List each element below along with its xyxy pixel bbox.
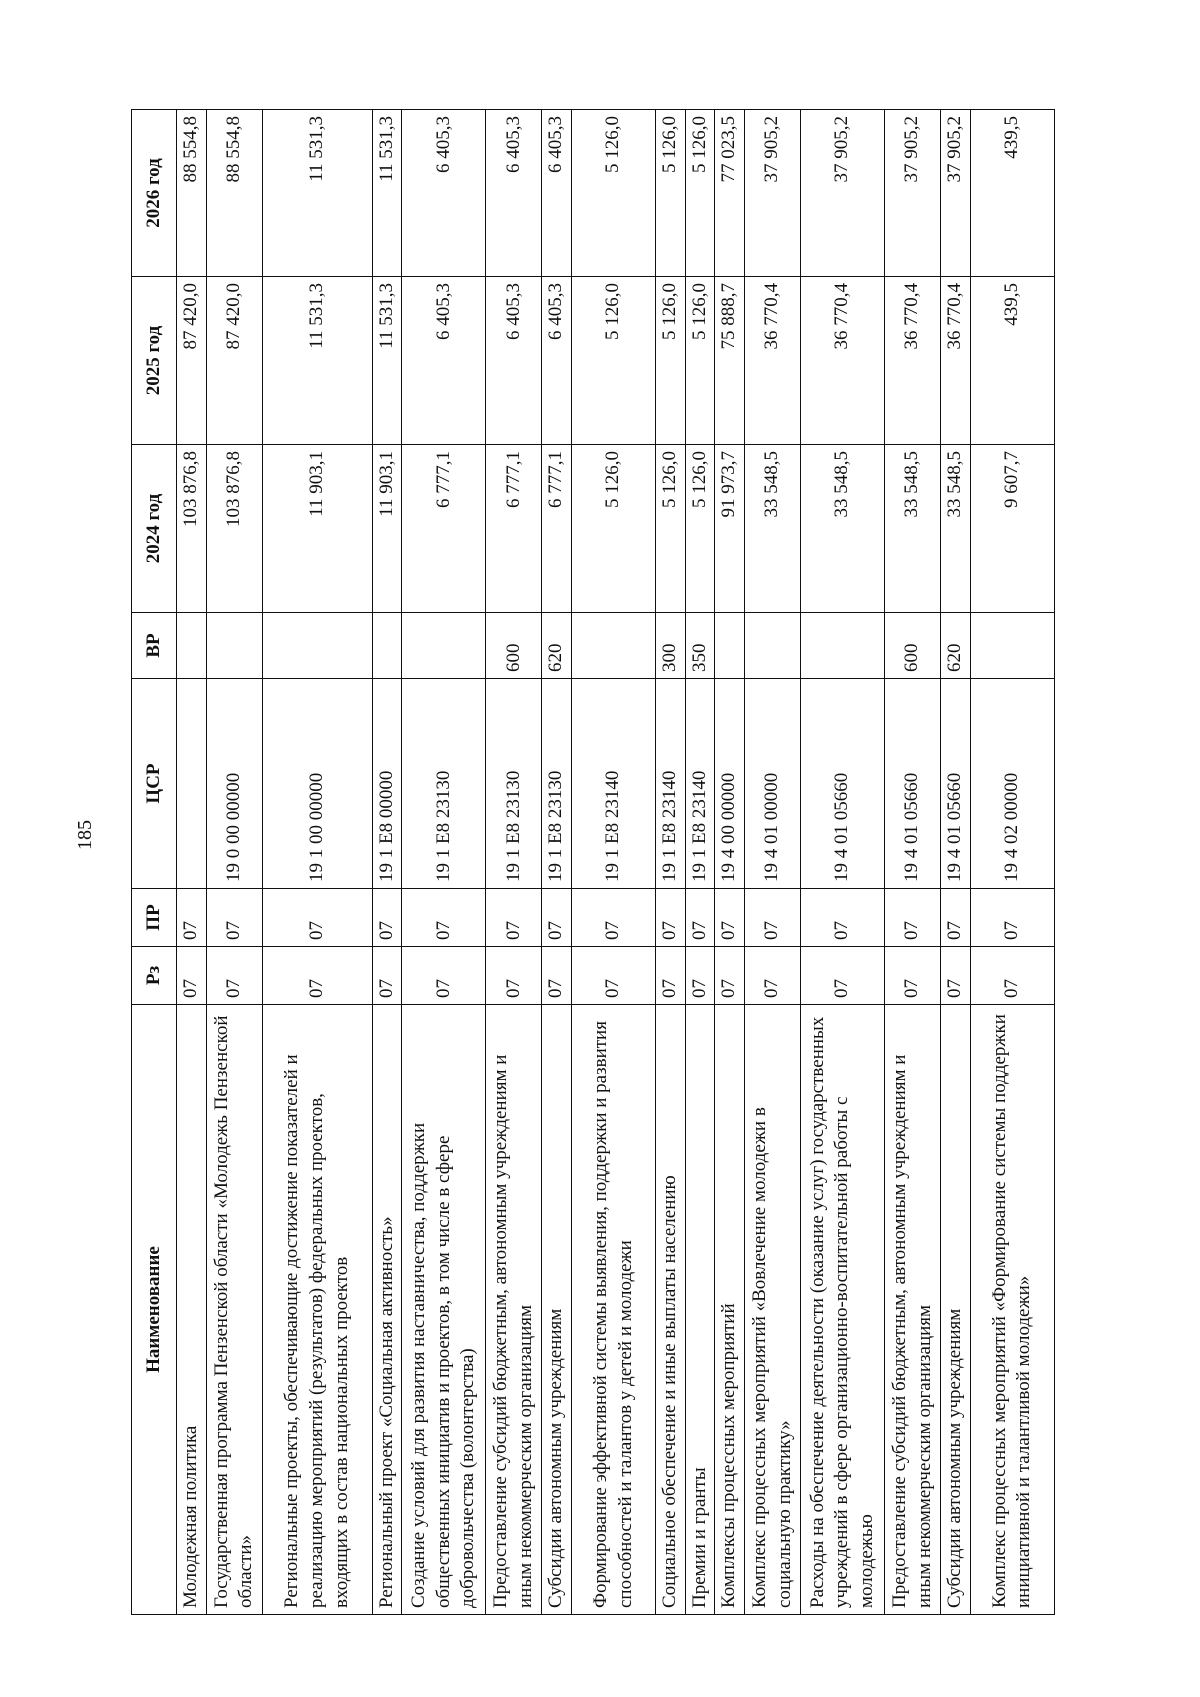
cell-rz: 07 xyxy=(885,947,941,1005)
cell-rz: 07 xyxy=(177,947,207,1005)
table-row xyxy=(542,110,572,1615)
table-row xyxy=(372,110,402,1615)
table-row xyxy=(402,110,486,1615)
cell-vr: 620 xyxy=(542,613,572,679)
cell-name: Региональный проект «Социальная активность» xyxy=(372,1005,402,1615)
table-row xyxy=(486,110,542,1615)
cell-csr: 19 1 Е8 23140 xyxy=(656,679,686,889)
cell-csr: 19 1 Е8 23140 xyxy=(572,679,656,889)
cell-rz: 07 xyxy=(542,947,572,1005)
cell-name: Комплекс процессных мероприятий «Вовлечение молодежи в социальную практику» xyxy=(745,1005,801,1615)
cell-pr: 07 xyxy=(402,889,486,947)
cell-2026: 5 126,0 xyxy=(685,110,715,277)
cell-2025: 87 420,0 xyxy=(206,277,262,445)
cell-csr: 19 1 Е8 23130 xyxy=(402,679,486,889)
cell-2025: 11 531,3 xyxy=(262,277,372,445)
table-row xyxy=(685,110,715,1615)
cell-2025: 87 420,0 xyxy=(177,277,207,445)
cell-pr: 07 xyxy=(941,889,971,947)
cell-2024: 5 126,0 xyxy=(656,445,686,613)
cell-2024: 33 548,5 xyxy=(745,445,801,613)
cell-2026: 439,5 xyxy=(970,110,1054,277)
cell-csr: 19 0 00 00000 xyxy=(206,679,262,889)
cell-name: Создание условий для развития наставничества, поддержки общественных инициатив и проектов, в том числе в сфере добровольчества (волонтерства) xyxy=(402,1005,486,1615)
cell-2025: 36 770,4 xyxy=(941,277,971,445)
cell-pr: 07 xyxy=(542,889,572,947)
page-number: 185 xyxy=(74,820,96,850)
cell-2025: 36 770,4 xyxy=(745,277,801,445)
cell-2025: 5 126,0 xyxy=(656,277,686,445)
cell-vr xyxy=(402,613,486,679)
cell-pr: 07 xyxy=(486,889,542,947)
cell-2026: 37 905,2 xyxy=(885,110,941,277)
header-2024: 2024 год xyxy=(132,445,177,613)
cell-name: Предоставление субсидий бюджетным, автономным учреждениям и иным некоммерческим организациям xyxy=(486,1005,542,1615)
cell-2025: 5 126,0 xyxy=(572,277,656,445)
table-row xyxy=(970,110,1054,1615)
cell-vr xyxy=(970,613,1054,679)
cell-2026: 37 905,2 xyxy=(941,110,971,277)
budget-table xyxy=(131,109,1055,1615)
cell-vr xyxy=(206,613,262,679)
header-pr: ПР xyxy=(132,889,177,947)
cell-2024: 11 903,1 xyxy=(262,445,372,613)
cell-pr: 07 xyxy=(656,889,686,947)
header-name: Наименование xyxy=(132,1005,177,1615)
cell-rz: 07 xyxy=(372,947,402,1005)
cell-name: Комплекс процессных мероприятий «Формирование системы поддержки инициативной и талантливой молодежи» xyxy=(970,1005,1054,1615)
cell-csr xyxy=(177,679,207,889)
table-row xyxy=(885,110,941,1615)
cell-name: Предоставление субсидий бюджетным, автономным учреждениям и иным некоммерческим организациям xyxy=(885,1005,941,1615)
cell-2024: 9 607,7 xyxy=(970,445,1054,613)
cell-2024: 5 126,0 xyxy=(572,445,656,613)
cell-csr: 19 1 Е8 00000 xyxy=(372,679,402,889)
cell-rz: 07 xyxy=(941,947,971,1005)
cell-pr: 07 xyxy=(801,889,885,947)
cell-2024: 103 876,8 xyxy=(206,445,262,613)
cell-name: Молодежная политика xyxy=(177,1005,207,1615)
cell-vr xyxy=(372,613,402,679)
cell-pr: 07 xyxy=(715,889,745,947)
cell-vr: 350 xyxy=(685,613,715,679)
cell-2026: 88 554,8 xyxy=(206,110,262,277)
cell-vr: 300 xyxy=(656,613,686,679)
table-header-row xyxy=(132,110,177,1615)
cell-rz: 07 xyxy=(262,947,372,1005)
cell-2024: 6 777,1 xyxy=(486,445,542,613)
cell-pr: 07 xyxy=(745,889,801,947)
cell-2025: 11 531,3 xyxy=(372,277,402,445)
cell-pr: 07 xyxy=(206,889,262,947)
cell-rz: 07 xyxy=(685,947,715,1005)
table-row xyxy=(262,110,372,1615)
table-row xyxy=(206,110,262,1615)
table-row xyxy=(656,110,686,1615)
cell-2025: 6 405,3 xyxy=(402,277,486,445)
cell-rz: 07 xyxy=(656,947,686,1005)
cell-pr: 07 xyxy=(970,889,1054,947)
table-row xyxy=(801,110,885,1615)
budget-table-container xyxy=(131,110,1051,1615)
cell-2024: 6 777,1 xyxy=(542,445,572,613)
cell-csr: 19 4 01 05660 xyxy=(801,679,885,889)
table-row xyxy=(941,110,971,1615)
cell-csr: 19 4 02 00000 xyxy=(970,679,1054,889)
cell-csr: 19 4 01 05660 xyxy=(885,679,941,889)
table-row xyxy=(715,110,745,1615)
cell-2025: 36 770,4 xyxy=(801,277,885,445)
table-row xyxy=(177,110,207,1615)
cell-2025: 6 405,3 xyxy=(542,277,572,445)
cell-2024: 6 777,1 xyxy=(402,445,486,613)
cell-vr: 600 xyxy=(486,613,542,679)
cell-pr: 07 xyxy=(372,889,402,947)
cell-2026: 77 023,5 xyxy=(715,110,745,277)
cell-name: Субсидии автономным учреждениям xyxy=(941,1005,971,1615)
cell-csr: 19 1 Е8 23130 xyxy=(542,679,572,889)
cell-2024: 33 548,5 xyxy=(885,445,941,613)
cell-2026: 6 405,3 xyxy=(542,110,572,277)
cell-2024: 33 548,5 xyxy=(801,445,885,613)
cell-name: Комплексы процессных мероприятий xyxy=(715,1005,745,1615)
header-2025: 2025 год xyxy=(132,277,177,445)
cell-pr: 07 xyxy=(572,889,656,947)
cell-pr: 07 xyxy=(177,889,207,947)
cell-2026: 6 405,3 xyxy=(402,110,486,277)
cell-rz: 07 xyxy=(486,947,542,1005)
cell-2026: 5 126,0 xyxy=(656,110,686,277)
cell-2026: 5 126,0 xyxy=(572,110,656,277)
header-vr: ВР xyxy=(132,613,177,679)
cell-2026: 11 531,3 xyxy=(372,110,402,277)
cell-2026: 37 905,2 xyxy=(801,110,885,277)
cell-vr xyxy=(745,613,801,679)
table-row xyxy=(572,110,656,1615)
cell-2024: 91 973,7 xyxy=(715,445,745,613)
cell-2025: 5 126,0 xyxy=(685,277,715,445)
cell-rz: 07 xyxy=(572,947,656,1005)
cell-name: Социальное обеспечение и иные выплаты населению xyxy=(656,1005,686,1615)
cell-2025: 439,5 xyxy=(970,277,1054,445)
cell-rz: 07 xyxy=(402,947,486,1005)
cell-name: Субсидии автономным учреждениям xyxy=(542,1005,572,1615)
cell-csr: 19 1 Е8 23140 xyxy=(685,679,715,889)
cell-2025: 6 405,3 xyxy=(486,277,542,445)
cell-name: Формирование эффективной системы выявления, поддержки и развития способностей и талантов у детей и молодежи xyxy=(572,1005,656,1615)
cell-2026: 37 905,2 xyxy=(745,110,801,277)
cell-vr xyxy=(572,613,656,679)
cell-2024: 11 903,1 xyxy=(372,445,402,613)
cell-csr: 19 4 00 00000 xyxy=(715,679,745,889)
cell-vr: 600 xyxy=(885,613,941,679)
cell-2024: 5 126,0 xyxy=(685,445,715,613)
cell-csr: 19 4 01 05660 xyxy=(941,679,971,889)
cell-2024: 33 548,5 xyxy=(941,445,971,613)
cell-vr xyxy=(262,613,372,679)
header-csr: ЦСР xyxy=(132,679,177,889)
cell-2026: 6 405,3 xyxy=(486,110,542,277)
cell-rz: 07 xyxy=(206,947,262,1005)
cell-pr: 07 xyxy=(885,889,941,947)
cell-rz: 07 xyxy=(970,947,1054,1005)
header-2026: 2026 год xyxy=(132,110,177,277)
cell-name: Государственная программа Пензенской области «Молодежь Пензенской области» xyxy=(206,1005,262,1615)
cell-csr: 19 1 Е8 23130 xyxy=(486,679,542,889)
cell-2026: 11 531,3 xyxy=(262,110,372,277)
cell-csr: 19 4 01 00000 xyxy=(745,679,801,889)
cell-rz: 07 xyxy=(715,947,745,1005)
table-row xyxy=(745,110,801,1615)
cell-csr: 19 1 00 00000 xyxy=(262,679,372,889)
cell-pr: 07 xyxy=(685,889,715,947)
cell-rz: 07 xyxy=(801,947,885,1005)
cell-rz: 07 xyxy=(745,947,801,1005)
cell-name: Премии и гранты xyxy=(685,1005,715,1615)
cell-2025: 75 888,7 xyxy=(715,277,745,445)
cell-pr: 07 xyxy=(262,889,372,947)
cell-2024: 103 876,8 xyxy=(177,445,207,613)
cell-vr xyxy=(177,613,207,679)
cell-2025: 36 770,4 xyxy=(885,277,941,445)
cell-name: Расходы на обеспечение деятельности (оказание услуг) государственных учреждений в сфере организационно-воспитательной работы с молодежью xyxy=(801,1005,885,1615)
cell-name: Региональные проекты, обеспечивающие достижение показателей и реализацию мероприятий (результатов) федеральных проектов, входящих в состав национальных проектов xyxy=(262,1005,372,1615)
cell-vr: 620 xyxy=(941,613,971,679)
cell-2026: 88 554,8 xyxy=(177,110,207,277)
cell-vr xyxy=(801,613,885,679)
header-rz: Рз xyxy=(132,947,177,1005)
cell-vr xyxy=(715,613,745,679)
